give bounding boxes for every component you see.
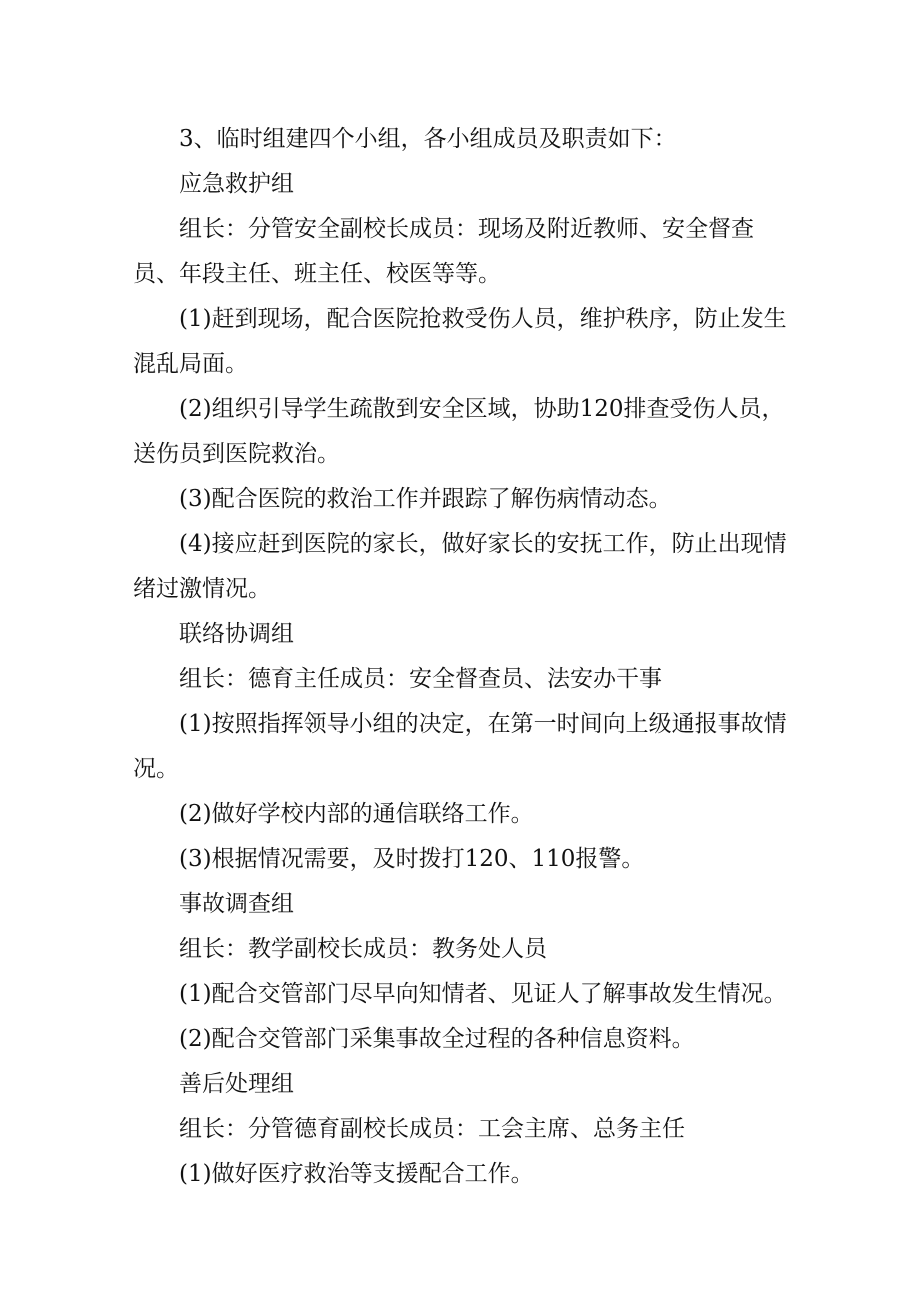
duty-item: (2)做好学校内部的通信联络工作。 [179,801,534,827]
duty-item: (1)按照指挥领导小组的决定，在第一时间向上级通报事故情况。 [133,711,787,782]
group-title-liaison: 联络协调组 [179,621,294,647]
group-title-investigation: 事故调查组 [179,891,294,917]
duty-item: (1)做好医疗救治等支援配合工作。 [179,1161,534,1187]
group-members-investigation: 组长：教学副校长成员：教务处人员 [179,936,547,962]
duty-item: (3)根据情况需要，及时拨打120、110报警。 [179,846,645,872]
duty-item: (2)组织引导学生疏散到安全区域，协助120排查受伤人员，送伤员到医院救治。 [133,396,785,467]
duty-item: (2)配合交管部门采集事故全过程的各种信息资料。 [179,1026,695,1052]
group-members-emergency-rescue: 组长：分管安全副校长成员：现场及附近教师、安全督查员、年段主任、班主任、校医等等。 [133,216,754,287]
duty-item: (3)配合医院的救治工作并跟踪了解伤病情动态。 [179,486,672,512]
document-body [133,117,793,1197]
duty-item: (1)赶到现场，配合医院抢救受伤人员，维护秩序，防止发生混乱局面。 [133,306,787,377]
group-members-aftermath: 组长：分管德育副校长成员：工会主席、总务主任 [179,1116,685,1142]
group-members-liaison: 组长：德育主任成员：安全督查员、法安办干事 [179,666,662,692]
duty-item: (4)接应赶到医院的家长，做好家长的安抚工作，防止出现情绪过激情况。 [133,531,787,602]
duty-item: (1)配合交管部门尽早向知情者、见证人了解事故发生情况。 [179,981,787,1007]
group-title-aftermath: 善后处理组 [179,1071,294,1097]
group-title-emergency-rescue: 应急救护组 [179,171,294,197]
section-heading: 3、临时组建四个小组，各小组成员及职责如下： [179,126,677,152]
